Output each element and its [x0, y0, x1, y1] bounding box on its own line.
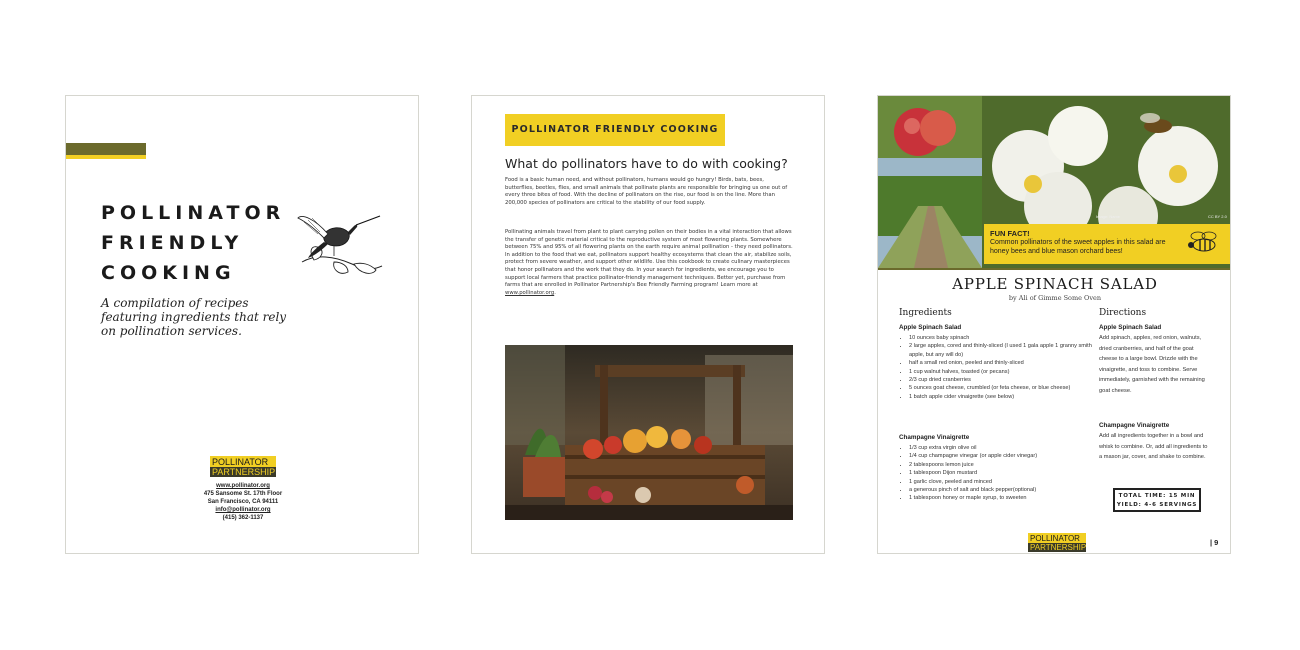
- title-line: COOKING: [101, 262, 236, 284]
- intro-paragraph: Food is a basic human need, and without pollinators, humans would go hungry! Birds, bats, bees, butterflies, beetles, flies, and small animals that pollinate plants are responsible for bringing us one out of every three bites of food. With the decline of pollinators on the rise, our food is on the line. More than 200,000 species of pollinators are critical to the stability of our food supply.: [505, 177, 788, 206]
- cover-title: [101, 198, 285, 288]
- salad-directions-text: Add spinach, apples, red onion, walnuts, dried cranberries, and half of the goat cheese to a large bowl. Drizzle with the vinaigrette, and toss to combine. Serve immediately, garnished with the remaining goat cheese.: [1099, 335, 1205, 394]
- page-number: | 9: [1210, 538, 1219, 547]
- contact-info: [66, 482, 419, 522]
- intro-paragraph: [505, 229, 793, 297]
- list-item: • 1 tablespoon Dijon mustard: [909, 469, 1099, 477]
- time-yield-box: [1113, 488, 1201, 512]
- website-link[interactable]: www.pollinator.org: [216, 483, 270, 489]
- list-item: • a generous pinch of salt and black pepper(optional): [909, 486, 1099, 494]
- recipe-title: APPLE SPINACH SALAD: [952, 275, 1158, 293]
- divider: [878, 268, 1231, 270]
- logo-line: POLLINATOR: [1030, 534, 1080, 543]
- list-item: • 1/4 cup champagne vinegar (or apple cider vinegar): [909, 452, 1099, 460]
- list-item: • 1/3 cup extra virgin olive oil: [909, 444, 1099, 452]
- intro-heading: What do pollinators have to do with cooking?: [505, 156, 788, 171]
- cover-page: [65, 95, 419, 554]
- vinaigrette-directions-heading: Champagne Vinaigrette: [1099, 422, 1170, 429]
- hummingbird-illustration: [294, 204, 386, 278]
- address-line: 475 Sansome St. 17th Floor: [203, 491, 283, 497]
- yield: YIELD: 4-6 SERVINGS: [1116, 502, 1198, 508]
- cover-subtitle: A compilation of recipes featuring ingredients that rely on pollination services.: [101, 296, 287, 338]
- salad-directions-heading: Apple Spinach Salad: [1099, 324, 1162, 331]
- pollinator-partnership-logo: [210, 456, 276, 477]
- logo-line: POLLINATOR: [212, 457, 269, 467]
- section-tag: POLLINATOR FRIENDLY COOKING: [505, 114, 725, 146]
- salad-ingredients-list: [899, 334, 1099, 401]
- paragraph-end: .: [554, 289, 556, 296]
- list-item: • 1 tablespoon honey or maple syrup, to sweeten: [909, 494, 1099, 502]
- list-item: • 2/3 cup dried cranberries: [909, 376, 1099, 384]
- list-item: • 2 tablespoons lemon juice: [909, 461, 1099, 469]
- vinaigrette-directions-text: Add all ingredients together in a bowl and whisk to combine. Or, add all ingredients to a mason jar, cover, and shake to combine.: [1099, 433, 1208, 461]
- paragraph-text: Pollinating animals travel from plant to plant carrying pollen on their bodies in a vital interaction that allows the transfer of genetic material critical to the reproductive system of most flowering plants. Somewhere between 75% and 95% of all flowering plants on the earth require animal pollination - they need pollinators. In addition to the food that we eat, pollinators support healthy ecosystems that clean the air, stabilize soils, protect from severe weather, and support other wildlife. Use this cookbook to create culinary masterpieces that honor pollinators and the work that they do. In your search for ingredients, we encourage you to support local farmers that practice pollinator-friendly management techniques. Better yet, purchase from farms that are enrolled in Pollinator Partnership's Bee Friendly Farming program! Learn more at: [505, 229, 793, 289]
- list-item: • 1 garlic clove, peeled and minced: [909, 478, 1099, 486]
- pollinator-partnership-logo: [1028, 533, 1086, 552]
- ingredients-heading: Ingredients: [899, 308, 952, 318]
- bee-icon: [1184, 230, 1224, 258]
- recipe-page: [877, 95, 1231, 554]
- fun-fact-box: [984, 224, 1231, 264]
- pollinator-link[interactable]: www.pollinator.org: [505, 289, 555, 296]
- list-item: • 10 ounces baby spinach: [909, 334, 1099, 342]
- accent-bar: [66, 143, 146, 159]
- directions-heading: Directions: [1099, 308, 1147, 318]
- email-link[interactable]: info@pollinator.org: [215, 507, 271, 513]
- fun-fact-title: FUN FACT!: [990, 229, 1030, 238]
- list-item: • 5 ounces goat cheese, crumbled (or feta cheese, or blue cheese): [909, 384, 1099, 392]
- address-line: San Francisco, CA 94111: [207, 499, 279, 505]
- photo-credit: CC BY 2.0: [1208, 214, 1227, 219]
- salad-ingredients-heading: Apple Spinach Salad: [899, 324, 962, 331]
- logo-line: PARTNERSHIP: [212, 467, 276, 477]
- vegetable-basket-photo: [505, 345, 793, 520]
- list-item: • 1 cup walnut halves, toasted (or pecans): [909, 368, 1099, 376]
- intro-page: [471, 95, 825, 554]
- photo-credit: Image: Name: [1096, 214, 1121, 219]
- fun-fact-text: Common pollinators of the sweet apples in this salad are honey bees and blue mason orchard bees!: [990, 239, 1166, 255]
- recipe-byline: by Ali of Gimme Some Oven: [1008, 294, 1102, 302]
- vinaigrette-ingredients-heading: Champagne Vinaigrette: [899, 434, 970, 441]
- logo-line: PARTNERSHIP: [1030, 543, 1087, 552]
- total-time: TOTAL TIME: 15 MIN: [1118, 493, 1196, 499]
- list-item: • 1 batch apple cider vinaigrette (see below): [909, 393, 1099, 401]
- phone-number: (415) 362-1137: [222, 515, 264, 521]
- vinaigrette-ingredients-list: [899, 444, 1099, 503]
- title-line: POLLINATOR: [101, 202, 286, 224]
- list-item: • 2 large apples, cored and thinly-sliced (I used 1 gala apple 1 granny smith apple, but any will do): [909, 342, 1099, 359]
- title-line: FRIENDLY: [101, 232, 244, 254]
- list-item: • half a small red onion, peeled and thinly-sliced: [909, 359, 1099, 367]
